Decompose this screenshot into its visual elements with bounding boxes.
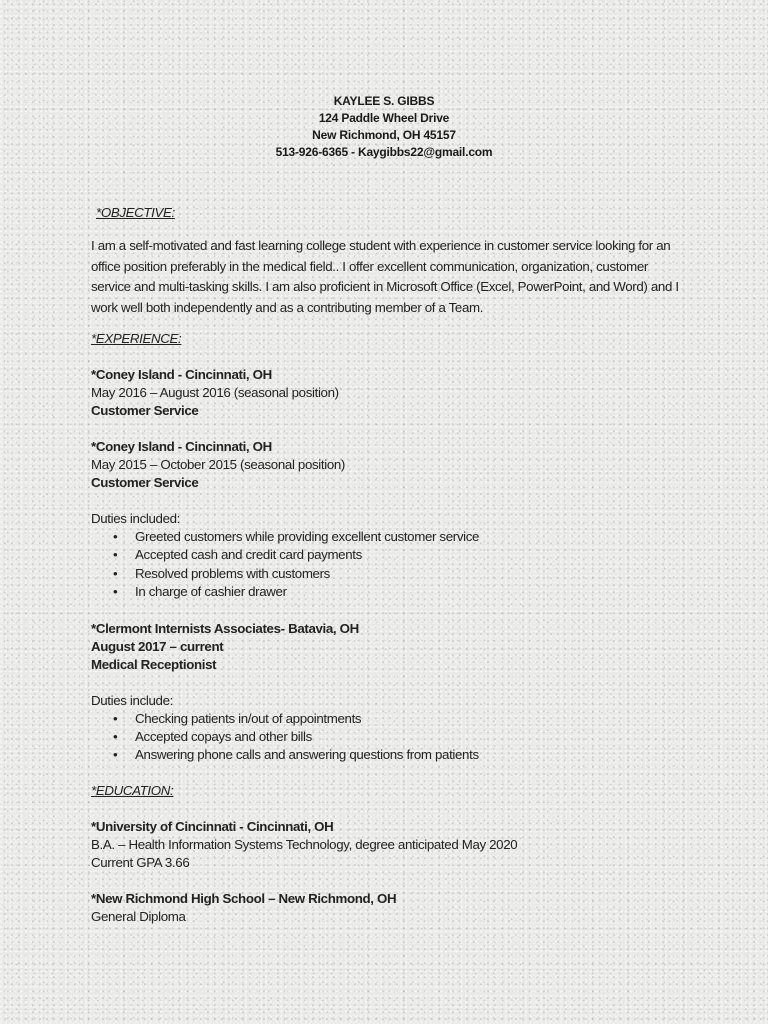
resume-body — [91, 204, 691, 926]
job-title: Medical Receptionist — [91, 656, 217, 672]
school-name: *University of Cincinnati - Cincinnati, OH — [91, 818, 334, 834]
objective-text — [91, 236, 691, 318]
job-entry — [91, 366, 691, 420]
education-section — [91, 782, 691, 926]
education-heading: *EDUCATION: — [91, 782, 174, 798]
bullet-icon: • — [113, 547, 118, 563]
objective-section — [91, 204, 691, 318]
school-entry — [91, 890, 691, 926]
job-employer: *Coney Island - Cincinnati, OH — [91, 367, 272, 382]
contact-line: 513-926-6365 - Kaygibbs22@gmail.com — [275, 145, 493, 159]
school-detail: General Diploma — [91, 908, 186, 924]
job-dates: May 2015 – October 2015 (seasonal position) — [91, 457, 346, 472]
job-entry — [91, 620, 691, 765]
objective-line: I am a self-motivated and fast learning college student with experience in customer service looking for an — [91, 238, 671, 253]
bullet-icon: • — [113, 565, 118, 581]
duties-list — [91, 710, 691, 765]
resume-header — [0, 93, 768, 161]
list-item: • Accepted cash and credit card payments — [91, 546, 691, 564]
school-entry — [91, 818, 691, 872]
job-title: Customer Service — [91, 403, 199, 418]
school-name: *New Richmond High School – New Richmond, OH — [91, 890, 397, 906]
job-title: Customer Service — [91, 475, 199, 490]
list-item: • In charge of cashier drawer — [91, 583, 691, 601]
bullet-icon: • — [113, 584, 118, 600]
job-employer: *Coney Island - Cincinnati, OH — [91, 439, 272, 454]
duties-label: Duties include: — [91, 692, 173, 708]
school-gpa: Current GPA 3.66 — [91, 854, 190, 870]
bullet-icon: • — [113, 710, 118, 726]
objective-line: work well both independently and as a contributing member of a Team. — [91, 299, 484, 315]
job-employer: *Clermont Internists Associates- Batavia, OH — [91, 620, 359, 636]
bullet-icon: • — [113, 747, 118, 763]
candidate-name: KAYLEE S. GIBBS — [333, 94, 435, 108]
list-item: • Resolved problems with customers — [91, 565, 691, 583]
objective-heading: *OBJECTIVE: — [96, 205, 175, 220]
list-item: • Answering phone calls and answering questions from patients — [91, 746, 691, 764]
city-state-zip: New Richmond, OH 45157 — [312, 128, 456, 142]
bullet-icon: • — [113, 729, 118, 745]
list-item: • Accepted copays and other bills — [91, 728, 691, 746]
school-detail: B.A. – Health Information Systems Technology, degree anticipated May 2020 — [91, 836, 518, 852]
duties-label: Duties included: — [91, 511, 181, 526]
list-item: • Greeted customers while providing excellent customer service — [91, 528, 691, 546]
experience-section — [91, 330, 691, 765]
bullet-icon: • — [113, 529, 118, 544]
list-item: • Checking patients in/out of appointments — [91, 710, 691, 728]
experience-heading: *EXPERIENCE: — [91, 331, 182, 346]
objective-line: office position preferably in the medical field.. I offer excellent communication, organization, customer — [91, 258, 648, 274]
job-dates: May 2016 – August 2016 (seasonal position) — [91, 385, 339, 400]
objective-line: service and multi-tasking skills. I am also proficient in Microsoft Office (Excel, PowerPoint, and Word) and I — [91, 279, 679, 294]
street-address: 124 Paddle Wheel Drive — [318, 111, 450, 125]
duties-list — [91, 528, 691, 602]
job-entry — [91, 438, 691, 602]
job-dates: August 2017 – current — [91, 638, 224, 654]
